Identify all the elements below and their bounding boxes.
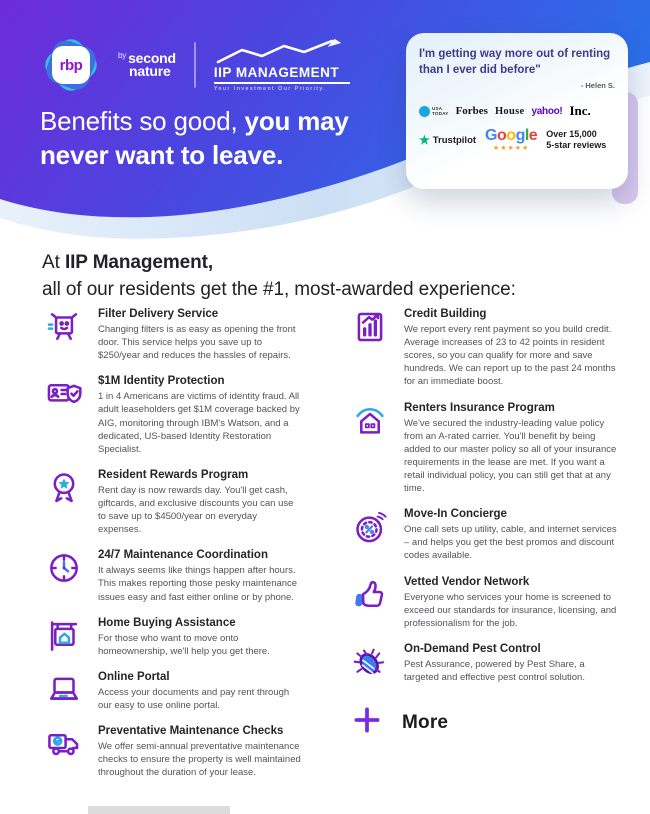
benefit-item: [348, 308, 620, 389]
plus-icon: [352, 705, 382, 740]
home-sign-icon: [42, 617, 86, 658]
benefit-item: [42, 375, 334, 456]
benefit-item: [348, 508, 620, 562]
footer-bar: [88, 806, 230, 814]
trustpilot-logo: [419, 134, 476, 146]
credit-chart-icon: [348, 308, 392, 389]
benefit-title: Filter Delivery Service: [98, 308, 219, 320]
benefit-title: Credit Building: [404, 308, 487, 320]
pest-bug-icon: [348, 643, 392, 684]
benefit-desc: 1 in 4 Americans are victims of identity fraud. All adult leaseholders get $1M coverage backed by AIG, monitoring through IBM's Watson, and a dedicated, US-based Identity Restoration Specialist.: [98, 391, 300, 455]
benefit-title: Move-In Concierge: [404, 508, 507, 521]
usa-today-dot-icon: [419, 106, 430, 117]
benefit-item: [348, 402, 620, 496]
benefit-item: [42, 308, 334, 362]
benefit-desc: One call sets up utility, cable, and internet services – and helps you get the best promos and discount codes available.: [404, 524, 617, 562]
more-row: [352, 705, 620, 740]
benefit-desc: Rent day is now rewards day. You'll get cash, giftcards, and exclusive discounts you can use to save up to $4500/year on everyday expenses.: [98, 484, 294, 536]
press-logos: [419, 103, 615, 119]
benefit-title: 24/7 Maintenance Coordination: [98, 549, 268, 562]
press-logo-usatoday: USA TODAY: [419, 106, 449, 117]
trustpilot-star-icon: ★: [419, 133, 430, 148]
benefit-desc: We offer semi-annual preventative maintenance checks to ensure the property is well maintained throughout the duration of your lease.: [98, 741, 301, 779]
testimonial-attribution: - Helen S.: [580, 81, 615, 91]
benefit-desc: Everyone who services your home is screened to exceed our standards for insurance, licensing, and professionalism for the job.: [404, 591, 617, 629]
benefit-item: [42, 469, 334, 536]
review-count: Over 15,000 5-star reviews: [546, 129, 607, 151]
testimonial-card: [406, 33, 628, 189]
logo-row: [42, 36, 350, 94]
review-row: [419, 128, 615, 152]
testimonial-quote: I'm getting way more out of renting than I ever did before": [419, 48, 611, 77]
more-label: More: [402, 711, 449, 733]
iip-logo-tagline: Your Investment Our Priority.: [213, 86, 327, 92]
benefit-title: Home Buying Assistance: [98, 616, 236, 629]
press-logo-inc: Inc.: [569, 103, 591, 119]
benefit-title: On-Demand Pest Control: [404, 642, 541, 655]
growth-arrow-icon: [214, 38, 344, 64]
benefit-title: $1M Identity Protection: [98, 375, 225, 388]
five-stars-icon: ★★★★★: [492, 145, 530, 153]
section-heading: At IIP Management, all of our residents get the #1, most-awarded experience:: [42, 252, 516, 300]
trustpilot-label: Trustpilot: [432, 134, 477, 146]
clock-icon: [42, 549, 86, 603]
benefit-desc: Access your documents and pay rent through our easy to use online portal.: [98, 686, 290, 711]
benefits-column-right: [348, 308, 620, 779]
benefit-item: [42, 617, 334, 658]
benefit-item: [42, 671, 334, 712]
thumbs-up-icon: [348, 576, 392, 630]
benefit-desc: We report every rent payment so you build credit. Average increases of 23 to 42 points in resident scores, so you can qualify for more and save hundreds. We can report up to the past 24 months for an immediate boost.: [404, 324, 616, 388]
hero-headline: Benefits so good, you may never want to leave.: [40, 106, 349, 171]
press-logo-forbes: Forbes: [455, 105, 488, 118]
logo-divider: [194, 42, 196, 88]
benefit-item: [42, 725, 334, 779]
iip-management-logo: [214, 38, 350, 92]
iip-logo-name: IIP MANAGEMENT: [214, 65, 350, 84]
rbp-logo-text: rbp: [52, 46, 90, 84]
benefit-title: Online Portal: [98, 670, 170, 683]
rbp-logo: [42, 36, 100, 94]
benefit-desc: We've secured the industry-leading value policy from an A-rated carrier. You'll benefit by being added to our master policy so all of your insurance requirements in the lease are met. If you want a retail individual policy, you can still get that at any time.: [404, 417, 617, 495]
benefit-item: [348, 643, 620, 684]
insurance-house-icon: [348, 402, 392, 496]
benefit-title: Resident Rewards Program: [98, 468, 249, 481]
concierge-dial-icon: [348, 508, 392, 562]
benefits-column-left: [42, 308, 334, 779]
benefit-desc: It always seems like things happen after hours. This makes reporting those pesky maintenance issues easy and fast either online or by phone.: [98, 565, 298, 603]
identity-protection-icon: [42, 375, 86, 456]
benefits-grid: [42, 308, 620, 779]
press-logo-house: House: [494, 105, 525, 117]
google-logo-text: Google: [485, 127, 538, 145]
benefit-item: [42, 549, 334, 603]
benefit-desc: For those who want to move onto homeownership, we'll help you get there.: [98, 632, 270, 657]
benefit-item: [348, 576, 620, 630]
google-logo: [485, 128, 537, 152]
by-label: by: [118, 50, 127, 60]
filter-delivery-icon: [42, 308, 86, 362]
benefit-desc: Changing filters is as easy as opening the front door. This service helps you save up to $250/year and reduces the hassles of repairs.: [98, 324, 296, 362]
laptop-icon: [42, 671, 86, 712]
maintenance-truck-icon: [42, 725, 86, 779]
benefit-title: Preventative Maintenance Checks: [98, 725, 284, 738]
benefit-title: Vetted Vendor Network: [404, 575, 530, 588]
press-logo-yahoo: yahoo!: [531, 105, 563, 117]
benefit-desc: Pest Assurance, powered by Pest Share, a targeted and effective pest control solution.: [404, 658, 585, 683]
benefit-title: Renters Insurance Program: [404, 401, 555, 414]
rewards-ribbon-icon: [42, 469, 86, 536]
second-nature-logo: $^{by}$ second nature: [118, 49, 176, 79]
